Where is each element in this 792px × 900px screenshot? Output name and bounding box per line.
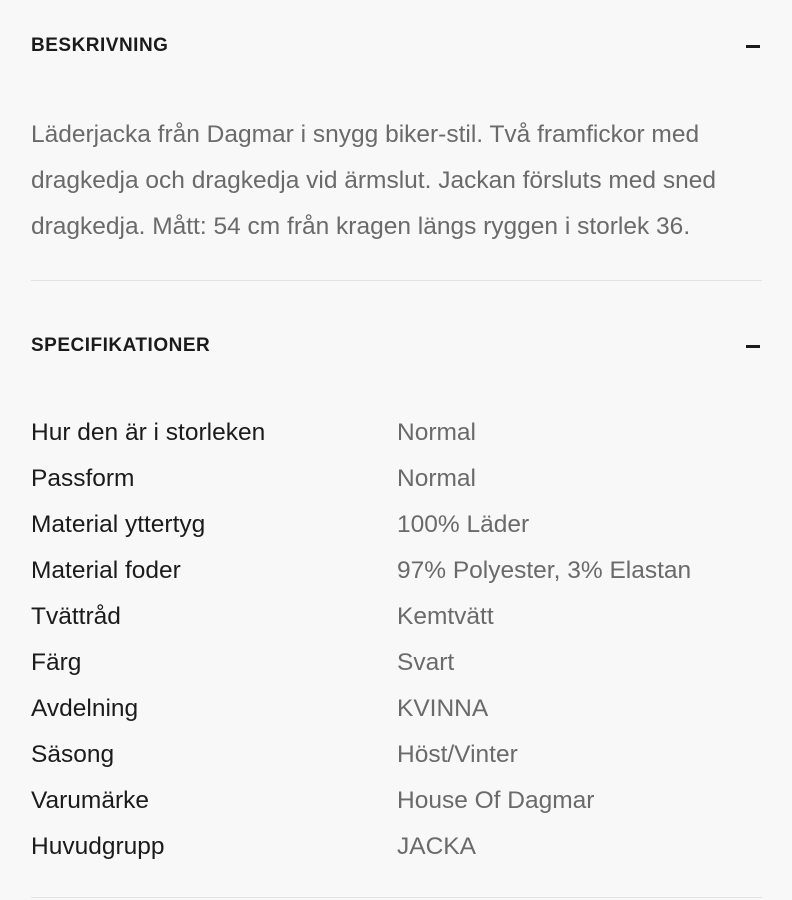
- spec-row: [31, 640, 761, 686]
- specifications-section-title: SPECIFIKATIONER: [31, 335, 211, 356]
- specifications-table: [31, 410, 761, 870]
- spec-value: 97% Polyester, 3% Elastan: [397, 557, 692, 584]
- spec-label: Säsong: [31, 741, 115, 768]
- section-divider: [31, 280, 762, 281]
- spec-label: Huvudgrupp: [31, 833, 165, 860]
- spec-row: [31, 686, 761, 732]
- spec-value: 100% Läder: [397, 511, 530, 538]
- spec-row: [31, 456, 761, 502]
- product-description-text: Läderjacka från Dagmar i snygg biker-stil. Två framfickor med dragkedja och dragkedja vid ärmslut. Jackan försluts med sned dragkedja. Mått: 54 cm från kragen längs ryggen i storlek 36.: [31, 121, 716, 240]
- spec-row: [31, 732, 761, 778]
- section-divider: [31, 897, 762, 898]
- spec-label: Avdelning: [31, 695, 139, 722]
- spec-value: Höst/Vinter: [397, 741, 518, 768]
- spec-value: Svart: [397, 649, 455, 676]
- spec-row: [31, 594, 761, 640]
- collapse-minus-icon[interactable]: [744, 37, 762, 55]
- spec-label: Tvättråd: [31, 603, 121, 630]
- description-section-title: BESKRIVNING: [31, 35, 169, 56]
- spec-value: Kemtvätt: [397, 603, 494, 630]
- spec-row: [31, 502, 761, 548]
- spec-row: [31, 410, 761, 456]
- collapse-minus-icon[interactable]: [744, 337, 762, 355]
- spec-row: [31, 824, 761, 870]
- spec-value: KVINNA: [397, 695, 489, 722]
- spec-label: Färg: [31, 649, 82, 676]
- spec-row: [31, 548, 761, 594]
- spec-label: Material yttertyg: [31, 511, 206, 538]
- description-section-header[interactable]: [31, 26, 762, 66]
- spec-value: JACKA: [397, 833, 476, 860]
- spec-label: Hur den är i storleken: [31, 419, 266, 446]
- spec-value: Normal: [397, 465, 476, 492]
- spec-label: Varumärke: [31, 787, 150, 814]
- spec-value: House Of Dagmar: [397, 787, 595, 814]
- spec-label: Passform: [31, 465, 135, 492]
- spec-value: Normal: [397, 419, 476, 446]
- spec-label: Material foder: [31, 557, 181, 584]
- specifications-section-header[interactable]: [31, 326, 762, 366]
- spec-row: [31, 778, 761, 824]
